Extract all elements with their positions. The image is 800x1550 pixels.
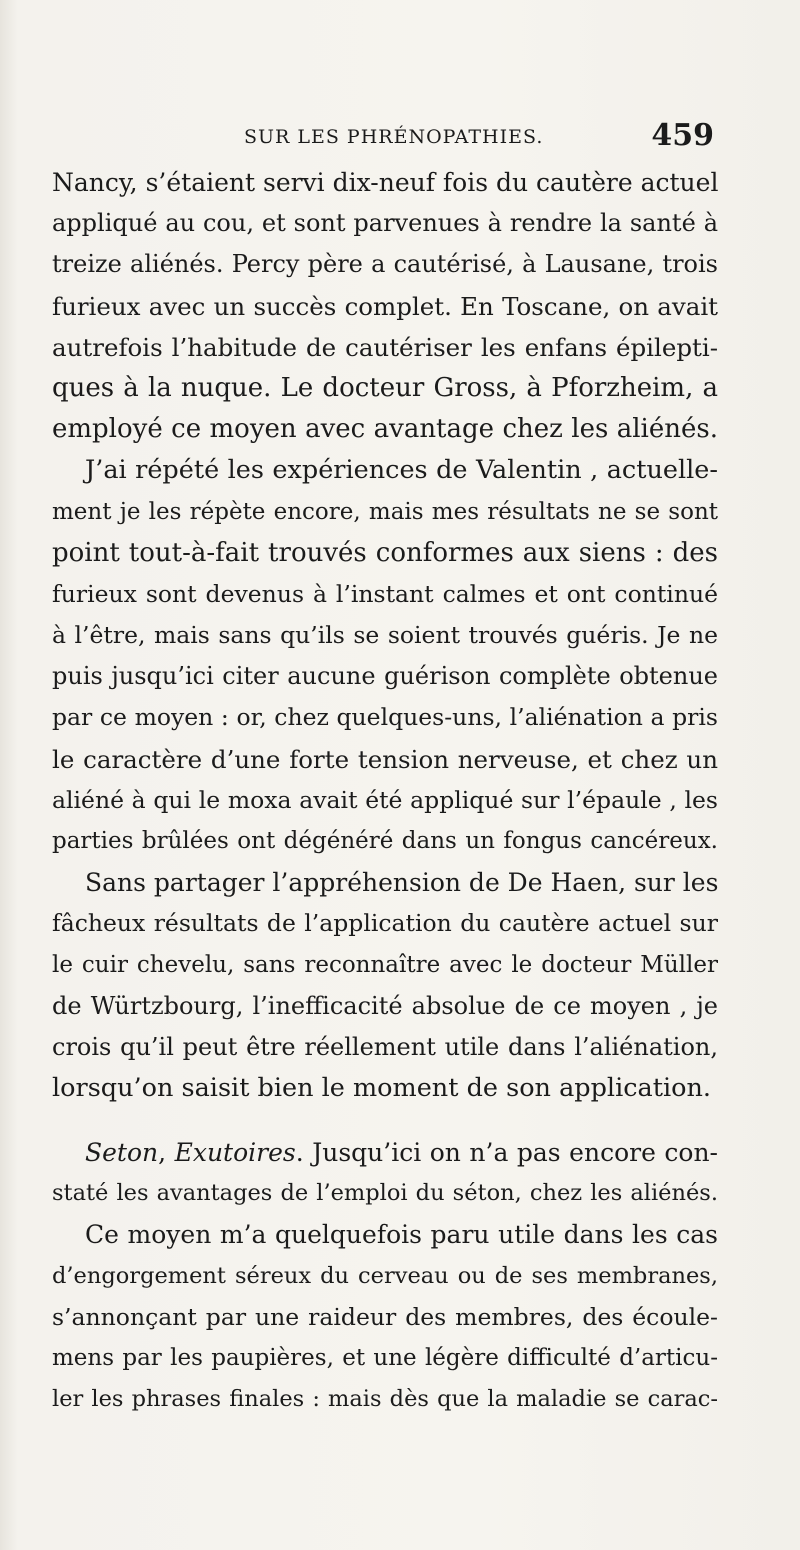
text-line: point tout-à-fait trouvés conformes aux siens : des xyxy=(52,537,718,568)
text-line: employé ce moyen avec avantage chez les aliénés. xyxy=(52,414,718,445)
text-line: crois qu’il peut être réellement utile dans l’aliénation, xyxy=(52,1032,718,1061)
page-number: 459 xyxy=(651,118,714,153)
text-line: staté les avantages de l’emploi du séton, chez les aliénés. xyxy=(52,1180,718,1207)
page-header xyxy=(244,118,714,158)
text-line: furieux sont devenus à l’instant calmes et ont continué xyxy=(52,579,718,608)
text-line: le cuir chevelu, sans reconnaître avec le docteur Müller xyxy=(52,951,718,978)
section-heading-seton: Seton xyxy=(85,1138,159,1167)
text-line: appliqué au cou, et sont parvenues à rendre la santé à xyxy=(52,209,718,238)
text-line: par ce moyen : or, chez quelques-uns, l’aliénation a pris xyxy=(52,703,718,732)
running-head: SUR LES PHRÉNOPATHIES. xyxy=(244,126,544,148)
section-heading-exutoires: Exutoires xyxy=(174,1138,296,1167)
text-line: mens par les paupières, et une légère difficulté d’articu- xyxy=(52,1344,718,1371)
paragraph-1 xyxy=(52,162,718,1109)
text-line: ment je les répète encore, mais mes résultats ne se sont xyxy=(52,498,718,525)
text-line: aliéné à qui le moxa avait été appliqué sur l’épaule , les xyxy=(52,785,718,814)
text-line: parties brûlées ont dégénéré dans un fongus cancéreux. xyxy=(52,828,718,854)
text-line: Nancy, s’étaient servi dix-neuf fois du cautère actuel xyxy=(52,168,718,197)
heading-separator: , xyxy=(158,1138,175,1167)
text-line: de Würtzbourg, l’inefficacité absolue de ce moyen , je xyxy=(52,991,718,1020)
text-line: Sans partager l’appréhension de De Haen, sur les xyxy=(85,868,718,898)
paragraph-2 xyxy=(52,1132,718,1420)
text-line: d’engorgement séreux du cerveau ou de ses membranes, xyxy=(52,1262,718,1289)
text-line: J’ai répété les expériences de Valentin , actuelle- xyxy=(85,455,718,486)
text-line: furieux avec un succès complet. En Toscane, on avait xyxy=(52,291,718,321)
text-line: autrefois l’habitude de cautériser les enfans épilepti- xyxy=(52,332,718,362)
text-line-heading xyxy=(52,1132,718,1173)
text-line: lorsqu’on saisit bien le moment de son application. xyxy=(52,1073,712,1104)
text-line: ques à la nuque. Le docteur Gross, à Pforzheim, a xyxy=(52,372,718,403)
text-line: ler les phrases finales : mais dès que la maladie se carac- xyxy=(52,1386,718,1413)
text-line: s’annonçant par une raideur des membres, des écoule- xyxy=(52,1302,718,1331)
heading-line-rest: . Jusqu’ici on n’a pas encore con- xyxy=(295,1138,718,1167)
text-line: puis jusqu’ici citer aucune guérison complète obtenue xyxy=(52,662,718,691)
text-line: fâcheux résultats de l’application du cautère actuel sur xyxy=(52,909,718,938)
text-line: le caractère d’une forte tension nerveuse, et chez un xyxy=(52,744,718,774)
text-line: à l’être, mais sans qu’ils se soient trouvés guéris. Je ne xyxy=(52,621,718,650)
text-line: Ce moyen m’a quelquefois paru utile dans les cas xyxy=(85,1220,718,1250)
text-line: treize aliénés. Percy père a cautérisé, à Lausane, trois xyxy=(52,250,718,279)
